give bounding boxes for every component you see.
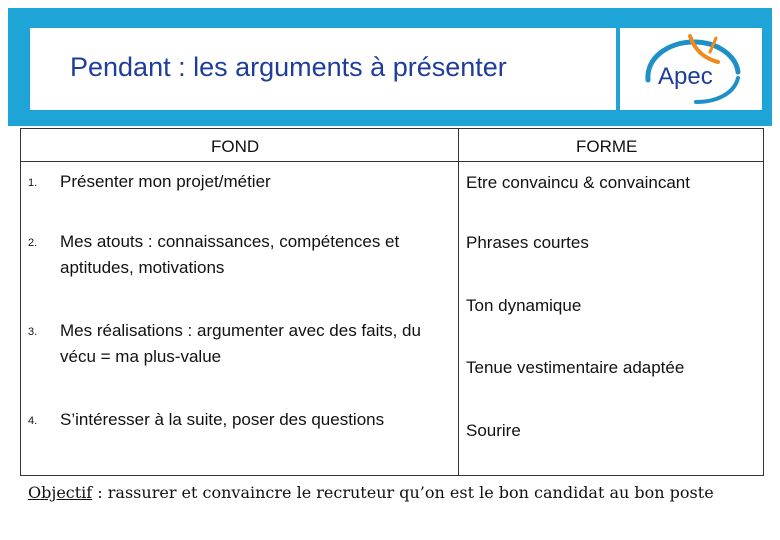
logo-text: Apec (658, 63, 713, 90)
header-banner (8, 8, 772, 126)
fond-item-number: 3. (28, 326, 38, 338)
forme-item: Phrases courtes (466, 233, 589, 252)
page-title: Pendant : les arguments à présenter (70, 52, 507, 82)
fond-item-number: 1. (28, 177, 38, 189)
apec-logo (620, 28, 762, 110)
forme-item: Ton dynamique (466, 296, 582, 315)
fond-item: S’intéresser à la suite, poser des questions (60, 410, 385, 429)
arguments-table (20, 128, 764, 476)
column-divider (458, 129, 459, 475)
fond-item: Mes atouts : connaissances, compétences et aptitudes, motivations (60, 232, 400, 277)
fond-item-number: 4. (28, 415, 38, 427)
fond-item: Mes réalisations : argumenter avec des faits, du vécu = ma plus-value (60, 321, 421, 366)
objective-note (28, 480, 768, 505)
title-box (30, 28, 616, 110)
fond-item: Présenter mon projet/métier (60, 172, 271, 191)
column-header-forme: FORME (576, 137, 638, 156)
forme-item: Etre convaincu & convaincant (466, 173, 690, 192)
header-rule (21, 161, 763, 162)
fond-item-number: 2. (28, 237, 38, 249)
objective-label: Objectif (28, 483, 93, 502)
forme-item: Tenue vestimentaire adaptée (466, 358, 685, 377)
column-header-fond: FOND (211, 137, 260, 156)
apec-logo-icon (620, 28, 762, 110)
objective-text: : rassurer et convaincre le recruteur qu’on est le bon candidat au bon poste (92, 483, 714, 502)
forme-item: Sourire (466, 421, 521, 440)
